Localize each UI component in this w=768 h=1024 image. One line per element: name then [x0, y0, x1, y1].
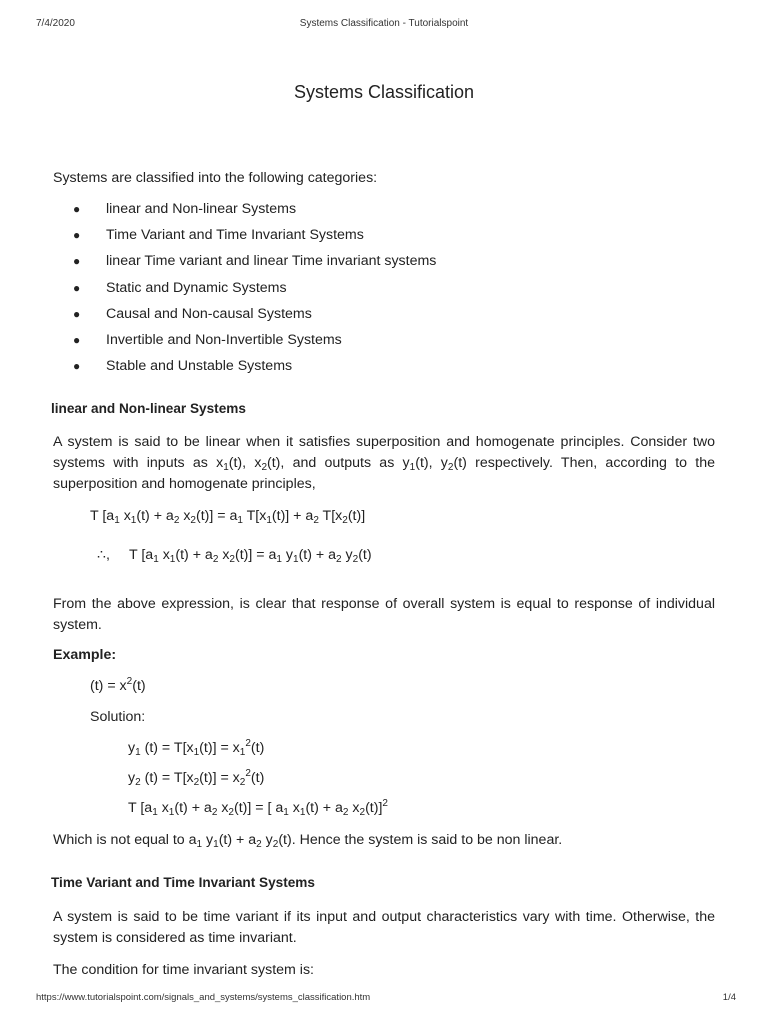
solution-label: Solution: — [90, 709, 146, 725]
list-item: ● linear Time variant and linear Time invariant systems — [53, 250, 436, 276]
bullet-icon: ● — [73, 359, 81, 374]
solution-step-1: $y_1$ $(t) = T[x_1(t)] = x_1^2(t)$ — [128, 738, 265, 758]
list-item: ● Time Variant and Time Invariant Systems — [53, 224, 436, 250]
linear-definition: A system is said to be linear when it satisfies superposition and homogenate principles. Consider two systems with inputs as $x_1(t)$, $x_2(t)$, and outputs as $y_1(t)$, $y_2(t)$ respectively. Then, according to the superposition and homogenate principles, — [53, 434, 716, 492]
bullet-icon: ● — [73, 306, 81, 321]
bullet-icon: ● — [73, 254, 81, 269]
list-item: ● Static and Dynamic Systems — [53, 277, 436, 303]
print-header-title: Systems Classification - Tutorialspoint — [299, 18, 469, 29]
bullet-icon: ● — [73, 280, 81, 295]
superposition-formula: T [$a_1$ $x_1(t) + a_2$ $x_2(t)] = a_1$ $T[x_1(t)] + a_2$ $T[x_2(t)]$ — [90, 508, 366, 526]
category-list — [53, 198, 436, 381]
bullet-icon: ● — [73, 202, 81, 216]
bullet-icon: ● — [73, 332, 81, 347]
observation-text: From the above expression, is clear that response of overall system is equal to response of individual system. — [53, 596, 715, 633]
nonlinear-conclusion: Which is not equal to $a_1$ $y_1(t) + a_2$ $y_2(t)$. Hence the system is said to be non linear. — [53, 832, 563, 850]
list-item: ● Causal and Non-causal Systems — [53, 303, 436, 329]
example-label: Example: — [53, 647, 117, 663]
list-item: ● Stable and Unstable Systems — [53, 355, 436, 381]
bullet-icon: ● — [73, 228, 81, 243]
solution-step-2: $y_2$ $(t) = T[x_2(t)] = x_2^2(t)$ — [128, 768, 265, 788]
section-heading-time-variant: Time Variant and Time Invariant Systems — [51, 875, 315, 890]
time-invariant-condition: The condition for time invariant system is: — [53, 962, 314, 978]
solution-step-3: T [$a_1$ $x_1(t) + a_2$ $x_2(t)$] = [ $a_1$ $x_1(t) + a_2$ $x_2(t)]^2$ — [128, 798, 388, 818]
list-item: ● Invertible and Non-Invertible Systems — [53, 329, 436, 355]
intro-text: Systems are classified into the following categories: — [53, 170, 378, 186]
list-item: ● linear and Non-linear Systems — [53, 198, 436, 224]
section-heading-linear: linear and Non-linear Systems — [51, 401, 246, 416]
therefore-icon: ∴, — [97, 547, 110, 563]
print-footer-url: https://www.tutorialspoint.com/signals_and_systems/systems_classification.htm — [36, 992, 371, 1003]
print-date: 7/4/2020 — [36, 18, 75, 29]
time-variant-definition: A system is said to be time variant if its input and output characteristics vary with time. Otherwise, the system is considered as time invariant. — [53, 909, 715, 946]
therefore-formula: ∴, T [$a_1$ $x_1(t) + a_2$ $x_2(t)] = a_1$ $y_1(t) + a_2$ $y_2(t)$ — [97, 547, 372, 565]
page-number: 1/4 — [722, 992, 736, 1003]
page-title: Systems Classification — [293, 82, 475, 102]
example-equation: $(t) = x^2(t)$ — [90, 676, 146, 694]
